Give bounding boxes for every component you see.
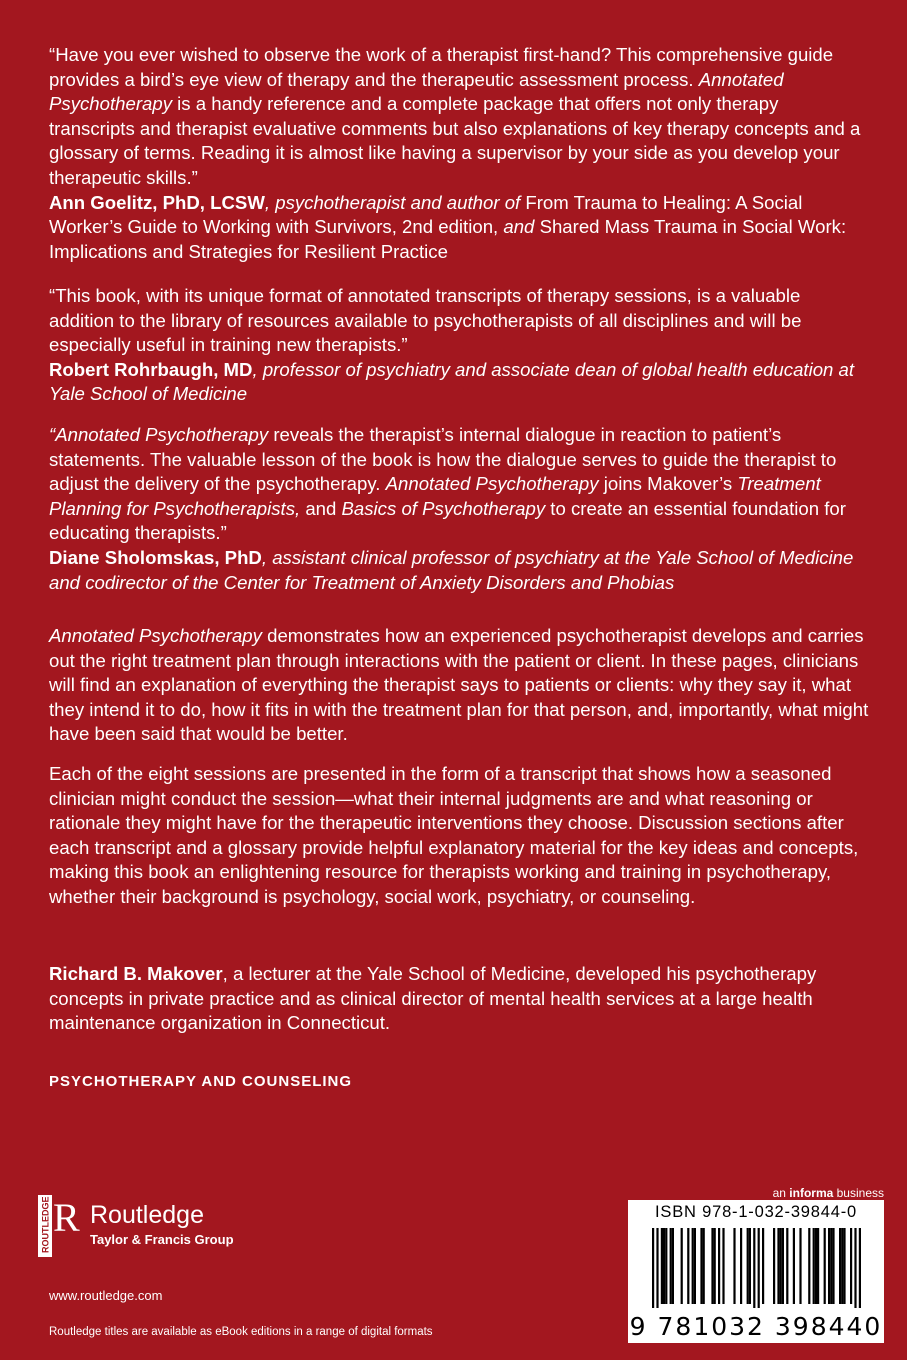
barcode-bar [780,1228,782,1304]
author-bio: Richard B. Makover, a lecturer at the Yale School of Medicine, developed his psychotherapy concepts in private practice and as clinical director of mental health services at a large health maintenance organization in Connecticut. [49,963,817,1034]
barcode-bar [749,1228,751,1304]
logo-side-text: ROUTLEDGE [40,1196,51,1253]
publisher-logo [38,1195,238,1257]
barcode-bar [700,1228,702,1304]
subject-category: PSYCHOTHERAPY AND COUNSELING [49,1073,353,1090]
book-title: Annotated Psychotherapy [55,424,269,445]
routledge-logo-icon [38,1195,82,1257]
barcode-bar [694,1228,696,1304]
barcode-bar [711,1228,713,1304]
barcode-bar [687,1228,689,1304]
barcode-bar [841,1228,843,1304]
endorsement-goelitz [49,43,869,264]
barcode-bar [859,1228,861,1308]
barcode-bar [762,1228,764,1304]
publisher-name: Routledge [90,1201,204,1229]
barcode-bar [714,1228,716,1304]
endorser-name: Ann Goelitz, PhD, LCSW [49,191,265,213]
barcode-bar [777,1228,779,1304]
barcode-bar [828,1228,830,1304]
ebook-note: Routledge titles are available as eBook editions in a range of digital formats [49,1326,433,1338]
barcode-bar [815,1228,817,1304]
informa-business-label: an informa business [772,1186,884,1200]
endorser-name: Robert Rohrbaugh, MD [49,358,253,380]
barcode-bar [782,1228,784,1304]
endorsement-quote: “This book, with its unique format of annotated transcripts of therapy sessions, is a valuable addition to the library of resources available to psychotherapists of all disciplines and will be especially useful in training new therapists.” [49,285,802,356]
barcode-icon [638,1228,874,1312]
barcode-bar [718,1228,720,1304]
book-title: Annotated Psychotherapy [49,68,784,115]
endorsement-quote: “Annotated Psychotherapy reveals the therapist’s internal dialogue in reaction to patient’s statements. The valuable lesson of the book is how the dialogue serves to guide the therapist to adjust the delivery of the psychotherapy. Annotated Psychotherapy joins Makover’s Treatment Planning for Psychotherapists, and Basics of Psychotherapy to create an essential foundation for educating therapists.” [49,424,846,544]
endorsement-sholomskas [49,423,869,595]
barcode-bar [753,1228,755,1308]
barcode-bar [663,1228,665,1304]
barcode-bar [692,1228,694,1304]
publisher-group: Taylor & Francis Group [90,1232,234,1247]
barcode-bar [799,1228,801,1304]
endorsement-quote: “Have you ever wished to observe the work of a therapist first-hand? This comprehensive guide provides a bird’s eye view of therapy and the therapeutic assessment process. Annotated Psychotherapy is a handy reference and a complete package that offers not only therapy transcripts and therapist evaluative comments but also explanations of key therapy concepts and a glossary of terms. Reading it is almost like having a supervisor by your side as you develop your therapeutic skills.” [49,44,861,188]
barcode-bar [854,1228,856,1308]
barcode-bar [850,1228,852,1304]
barcode-bar [758,1228,760,1308]
book-title: Annotated Psychotherapy [385,473,599,495]
barcode-bar [832,1228,834,1304]
barcode-bar [740,1228,742,1304]
barcode-bar [672,1228,674,1304]
barcode-bar [839,1228,841,1304]
description-paragraph-2: Each of the eight sessions are presented in the form of a transcript that shows how a seasoned clinician might conduct the session—what their internal judgments are and what reasoning or rationale they might have for the therapeutic interventions they choose. Discussion sections after each transcript and a glossary provide helpful explanatory material for the key ideas and concepts, making this book an enlightening resource for therapists working and training in psychotherapy, whether their background is psychology, social work, psychiatry, or counseling. [49,763,859,907]
barcode-bar [830,1228,832,1304]
publisher-website[interactable]: www.routledge.com [49,1288,163,1303]
barcode-bar [733,1228,735,1304]
logo-letter: R [53,1195,80,1240]
barcode-bar [786,1228,788,1304]
barcode-bar [843,1228,845,1304]
isbn-barcode [628,1200,884,1343]
barcode-bar [681,1228,683,1304]
endorsement-attribution: Ann Goelitz, PhD, LCSW, psychotherapist and author of From Trauma to Healing: A Social Worker’s Guide to Working with Survivors, 2nd edition, and Shared Mass Trauma in Social Work: Implications and Strategies for Resilient Practice [49,191,847,262]
barcode-bar [722,1228,724,1304]
endorsement-attribution: Diane Sholomskas, PhD, assistant clinical professor of psychiatry at the Yale School of Medicine and codirector of the Center for Treatment of Anxiety Disorders and Phobias [49,546,854,593]
author-name: Richard B. Makover [49,963,223,984]
endorsement-attribution: Robert Rohrbaugh, MD, professor of psychiatry and associate dean of global health education at Yale School of Medicine [49,358,855,405]
barcode-bar [793,1228,795,1304]
barcode-bar [817,1228,819,1304]
barcode-bar [652,1228,654,1308]
barcode-bar [808,1228,810,1304]
barcode-bar [824,1228,826,1304]
book-title: Annotated Psychotherapy [49,625,262,646]
barcode-bar [656,1228,658,1308]
barcode-bar [665,1228,667,1304]
barcode-bar [703,1228,705,1304]
endorsement-rohrbaugh [49,284,869,407]
barcode-bar [661,1228,663,1304]
description-paragraph-1: Annotated Psychotherapy demonstrates how an experienced psychotherapist develops and carries out the right treatment plan through interactions with the patient or client. In these pages, clinicians will find an explanation of everything the therapist says to patients or clients: why they say it, what they intend it to do, how it fits in with the treatment plan for that person, and, importantly, what might have been said that would be better. [49,625,869,745]
barcode-bar [773,1228,775,1304]
barcode-number: 9 781032 398440 [629,1312,883,1341]
barcode-bar [670,1228,672,1304]
barcode-bar [747,1228,749,1304]
isbn-label: ISBN 978-1-032-39844-0 [655,1203,857,1221]
barcode-bar [813,1228,815,1304]
endorser-name: Diane Sholomskas, PhD [49,546,262,568]
